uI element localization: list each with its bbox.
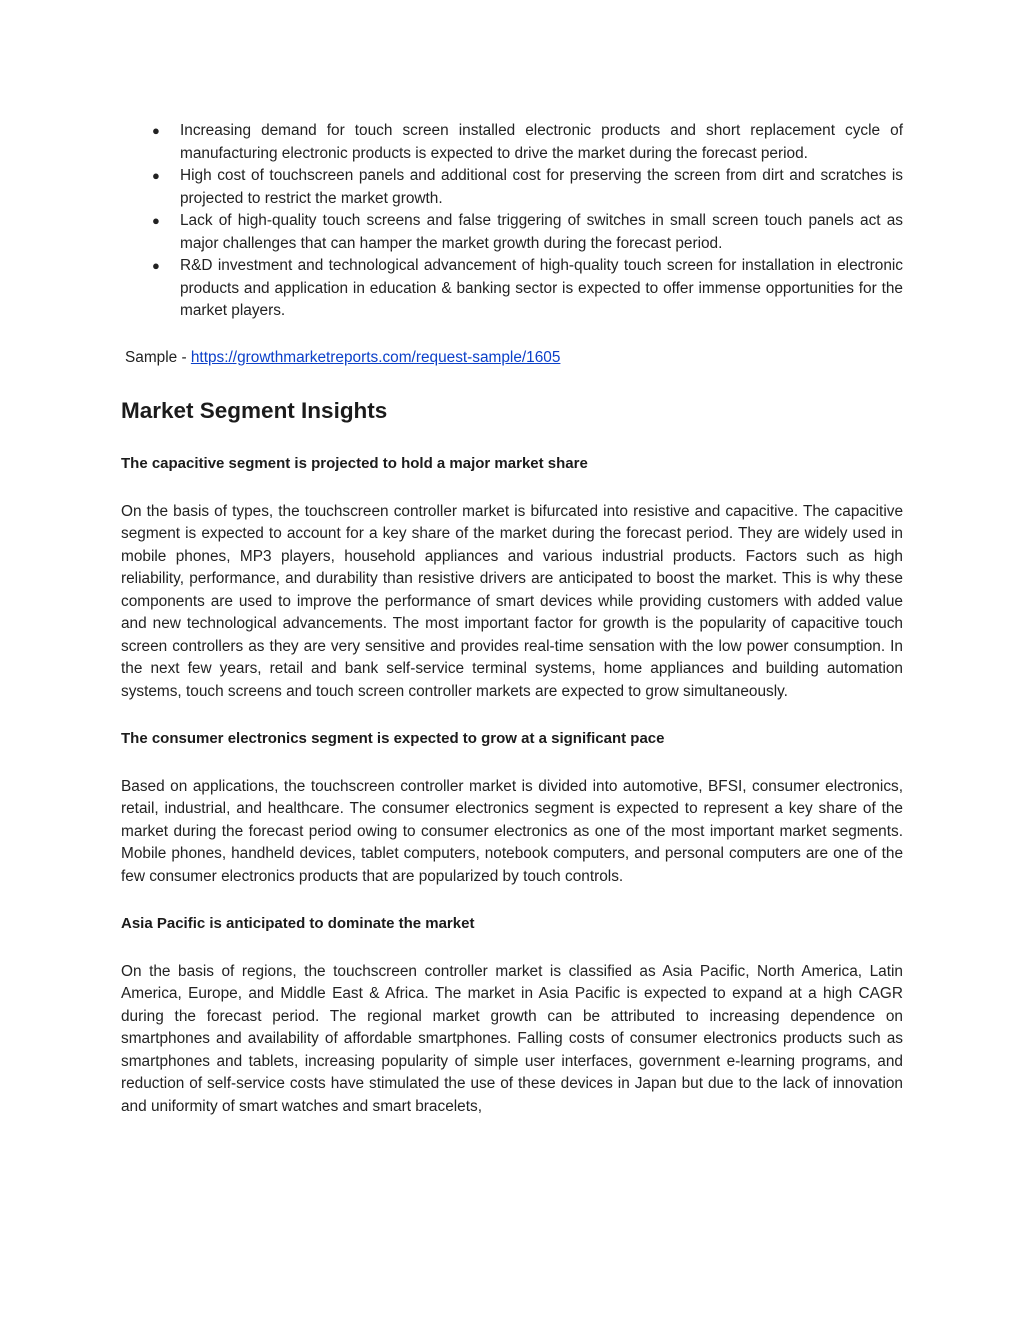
list-item-text: Lack of high-quality touch screens and false triggering of switches in small screen touch panels act as major challenges that can hamper the market growth during the forecast period. bbox=[180, 212, 903, 252]
list-item-text: High cost of touchscreen panels and additional cost for preserving the screen from dirt and scratches is projected to restrict the market growth. bbox=[180, 167, 903, 207]
sample-label: Sample - bbox=[125, 348, 191, 366]
bullet-icon: ● bbox=[152, 123, 160, 138]
sample-link[interactable]: https://growthmarketreports.com/request-sample/1605 bbox=[190, 348, 561, 366]
bullet-icon: ● bbox=[152, 168, 160, 183]
list-item-text: R&D investment and technological advancement of high-quality touch screen for installation in electronic products and application in education & banking sector is expected to offer immense opportunities for the market players. bbox=[180, 257, 903, 319]
segment-heading-consumer-electronics: The consumer electronics segment is expected to grow at a significant pace bbox=[121, 730, 665, 747]
list-item-text: Increasing demand for touch screen installed electronic products and short replacement cycle of manufacturing electronic products is expected to drive the market during the forecast period. bbox=[180, 122, 903, 162]
list-item bbox=[121, 210, 903, 255]
document-page bbox=[121, 120, 903, 1118]
list-item bbox=[121, 165, 903, 210]
list-item bbox=[121, 255, 903, 323]
bullet-icon: ● bbox=[152, 258, 160, 273]
list-item bbox=[121, 120, 903, 165]
segment-body-consumer-electronics: Based on applications, the touchscreen controller market is divided into automotive, BFSI, consumer electronics, retail, industrial, and healthcare. The consumer electronics segment is expected to represent a key share of the market during the forecast period owing to consumer electronics as one of the most important market segments. Mobile phones, handheld devices, tablet computers, notebook computers, and personal computers are one of the few consumer electronics products that are popularized by touch controls. bbox=[121, 777, 903, 885]
sample-line bbox=[121, 347, 903, 370]
segment-heading-capacitive: The capacitive segment is projected to hold a major market share bbox=[121, 455, 588, 472]
segment-heading-asia-pacific: Asia Pacific is anticipated to dominate the market bbox=[121, 915, 475, 932]
segment-body-capacitive: On the basis of types, the touchscreen controller market is bifurcated into resistive and capacitive. The capacitive segment is expected to account for a key share of the market during the forecast period. They are widely used in mobile phones, MP3 players, household appliances and various industrial products. Factors such as high reliability, performance, and durability than resistive drivers are anticipated to boost the market. This is why these components are used to improve the performance of smart devices while providing customers with added value and new technological advancements. The most important factor for growth is the popularity of capacitive touch screen controllers as they are very sensitive and provides real-time sensation with the low power consumption. In the next few years, retail and bank self-service terminal systems, home appliances and building automation systems, touch screens and touch screen controller markets are expected to grow simultaneously. bbox=[121, 502, 903, 700]
section-title: Market Segment Insights bbox=[121, 398, 388, 423]
key-points-list bbox=[121, 120, 903, 323]
bullet-icon: ● bbox=[152, 213, 160, 228]
segment-body-asia-pacific: On the basis of regions, the touchscreen controller market is classified as Asia Pacific, North America, Latin America, Europe, and Middle East & Africa. The market in Asia Pacific is expected to expand at a high CAGR during the forecast period. The regional market growth can be attributed to increasing dependence on smartphones and availability of affordable smartphones. Falling costs of consumer electronics products such as smartphones and tablets, increasing popularity of simple user interfaces, government e-learning programs, and reduction of self-service costs have stimulated the use of these devices in Japan but due to the lack of innovation and uniformity of smart watches and smart bracelets, bbox=[121, 962, 903, 1115]
